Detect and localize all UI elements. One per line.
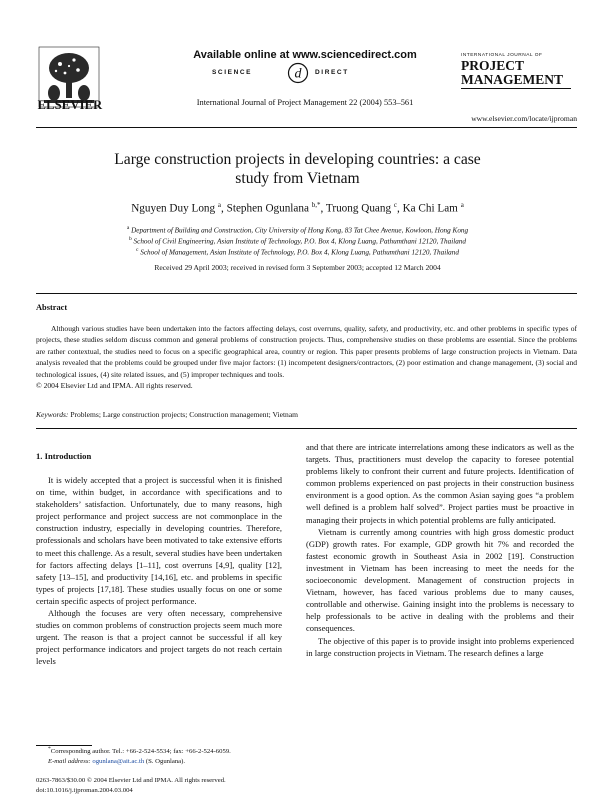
author-separator: ,	[320, 202, 326, 215]
sciencedirect-right-text: DIRECT	[315, 69, 349, 76]
header-divider	[36, 127, 577, 128]
svg-text:d: d	[294, 66, 302, 82]
publisher-wordmark: ELSEVIER	[37, 98, 103, 112]
doi-link[interactable]: doi:10.1016/j.ijproman.2004.03.004	[36, 786, 133, 794]
affiliation	[60, 247, 535, 256]
affiliation-text: School of Management, Asian Institute of Technology, P.O. Box 4, Klong Luang, Pathumthani 12120, Thailand	[140, 248, 459, 257]
sciencedirect-logo[interactable]	[200, 62, 410, 84]
keywords-label: Keywords:	[36, 410, 69, 419]
body-paragraph: Although the focuses are very often necessary, comprehensive studies on common problems of construction projects seem much more urgent. The reason is that a project cannot be successful if all key project performance indicators and project targets do not reach certain levels	[36, 608, 282, 667]
issn-line: 0263-7863/$30.00 © 2004 Elsevier Ltd and IPMA. All rights reserved.	[36, 777, 226, 784]
article-title-line1: Large construction projects in developing countries: a case	[114, 151, 481, 168]
corresponding-author-footnote	[36, 745, 286, 766]
journal-badge-small: INTERNATIONAL JOURNAL OF	[461, 53, 543, 58]
received-dates: Received 29 April 2003; received in revised form 3 September 2003; accepted 12 March 2004	[154, 263, 441, 272]
author-affiliation-mark: c	[393, 201, 397, 209]
author-name[interactable]: Ka Chi Lam	[402, 202, 458, 215]
author-affiliation-mark: b,*	[311, 201, 321, 209]
author-separator: ,	[221, 202, 227, 215]
journal-url-link[interactable]: www.elsevier.com/locate/ijproman	[471, 114, 577, 123]
article-title-line2: study from Vietnam	[235, 170, 360, 187]
affiliation-mark: a	[126, 225, 130, 231]
abstract-heading: Abstract	[36, 303, 68, 312]
journal-badge-line2: MANAGEMENT	[461, 72, 563, 87]
affiliation-mark: b	[128, 236, 132, 242]
keywords	[36, 410, 577, 419]
affiliation-mark: c	[136, 247, 139, 253]
abstract-bottom-divider	[36, 428, 577, 429]
body-paragraph: The objective of this paper is to provide insight into problems experienced in large construction projects in Vietnam. The research defines a large	[306, 635, 574, 658]
author-affiliation-mark: a	[460, 201, 464, 209]
author-list	[60, 201, 535, 215]
affiliation	[60, 225, 535, 234]
abstract-paragraph: Although various studies have been undertaken into the factors affecting delays, cost overruns, quality, safety, and productivity, etc. and other problems in specific types of projects, these studies seldom discuss common and general problems of construction projects. Thus, comprehensive studies on these problems are essential. Since the problems are rather contextual, the studies need to focus on a specific geographical area, country or region. This paper presents problems of large construction projects in Vietnam. Data analysis revealed that the problems could be grouped under five major factors: (1) incompetent designers/contractors, (2) poor estimation and change management, (3) social and technological issues, (4) site related issues, and (5) improper techniques and tools.	[36, 324, 577, 379]
article-title	[60, 150, 535, 188]
email-label: E-mail address:	[48, 757, 91, 765]
journal-badge-divider	[461, 88, 571, 89]
left-column	[36, 474, 282, 668]
available-online-link[interactable]: Available online at www.sciencedirect.com	[193, 49, 417, 61]
footnote-email-line	[36, 757, 286, 767]
journal-badge-line1: PROJECT	[461, 58, 525, 73]
issn-block	[36, 776, 296, 795]
author-separator: ,	[396, 202, 403, 215]
sciencedirect-left-text: SCIENCE	[212, 69, 253, 76]
body-paragraph: and that there are intricate interrelations among these indicators as well as the targets. Thus, practitioners must develop the capacity to foresee potential problems likely to confront their current and future projects. Identification of common problems experienced on past projects in their construction business environment is a good option. As the common Asian saying goes “a problem well defined is a problem half solved”. Project parties must be proactive in managing their projects in which potential problems are fully anticipated.	[306, 442, 574, 525]
body-paragraph: It is widely accepted that a project is successful when it is finished on time, within budget, in accordance with specifications and to stakeholders’ satisfaction. Unfortunately, due to many reasons, high project performance and project success are not commonplace in the construction industry, especially in developing countries. Therefore, professionals and scholars have been motivated to take extensive efforts to meet this challenge. As a result, several studies have been undertaken for factors affecting delays [1–11], cost overruns [4,9], quality [12], safety [13–15], and productivity [14,16], etc. and problems in specific types of projects [17,18]. These studies usually focus on one or some certain specific aspects of project performance.	[36, 475, 282, 606]
section-heading: 1. Introduction	[36, 451, 92, 461]
author-affiliation-mark: a	[217, 201, 222, 209]
author-name[interactable]: Nguyen Duy Long	[131, 202, 216, 215]
abstract-body	[36, 323, 577, 391]
affiliation-text: Department of Building and Construction, City University of Hong Kong, 83 Tat Chee Avenue, Kowloon, Hong Kong	[131, 226, 469, 235]
affiliation-text: School of Civil Engineering, Asian Institute of Technology, P.O. Box 4, Klong Luang, Pathumthani 12120, Thailand	[133, 237, 467, 246]
journal-citation: International Journal of Project Management 22 (2004) 553–561	[196, 98, 414, 107]
keywords-list: Problems; Large construction projects; Construction management; Vietnam	[70, 410, 299, 419]
email-suffix: (S. Ogunlana).	[145, 757, 186, 765]
affiliation	[60, 236, 535, 245]
right-column	[306, 441, 574, 659]
email-link[interactable]: ogunlana@ait.ac.th	[92, 757, 145, 765]
footnote-contact: Corresponding author. Tel.: +66-2-524-5534; fax: +66-2-524-6059.	[50, 748, 231, 756]
footnote-marker: *	[48, 746, 51, 752]
body-paragraph: Vietnam is currently among countries with high gross domestic product (GDP) growth rates. For example, GDP growth hit 7% and recorded the fastest economic growth in Southeast Asia in 2002 [19]. Construction investment in Vietnam has been increasing to meet the needs for the socioeconomic development. Management of construction projects in Vietnam, however, has faced various problems due to many causes, controllable and otherwise. Gaining insight into the problems is necessary to help professionals to be active in dealing with the problems and their consequences.	[306, 526, 574, 634]
abstract-copyright: © 2004 Elsevier Ltd and IPMA. All rights reserved.	[36, 381, 193, 391]
author-name[interactable]: Stephen Ogunlana	[226, 202, 309, 215]
abstract-top-divider	[36, 293, 577, 294]
sciencedirect-d-icon	[286, 62, 310, 84]
author-name[interactable]: Truong Quang	[325, 202, 392, 215]
footnote-contact-line	[36, 745, 286, 757]
